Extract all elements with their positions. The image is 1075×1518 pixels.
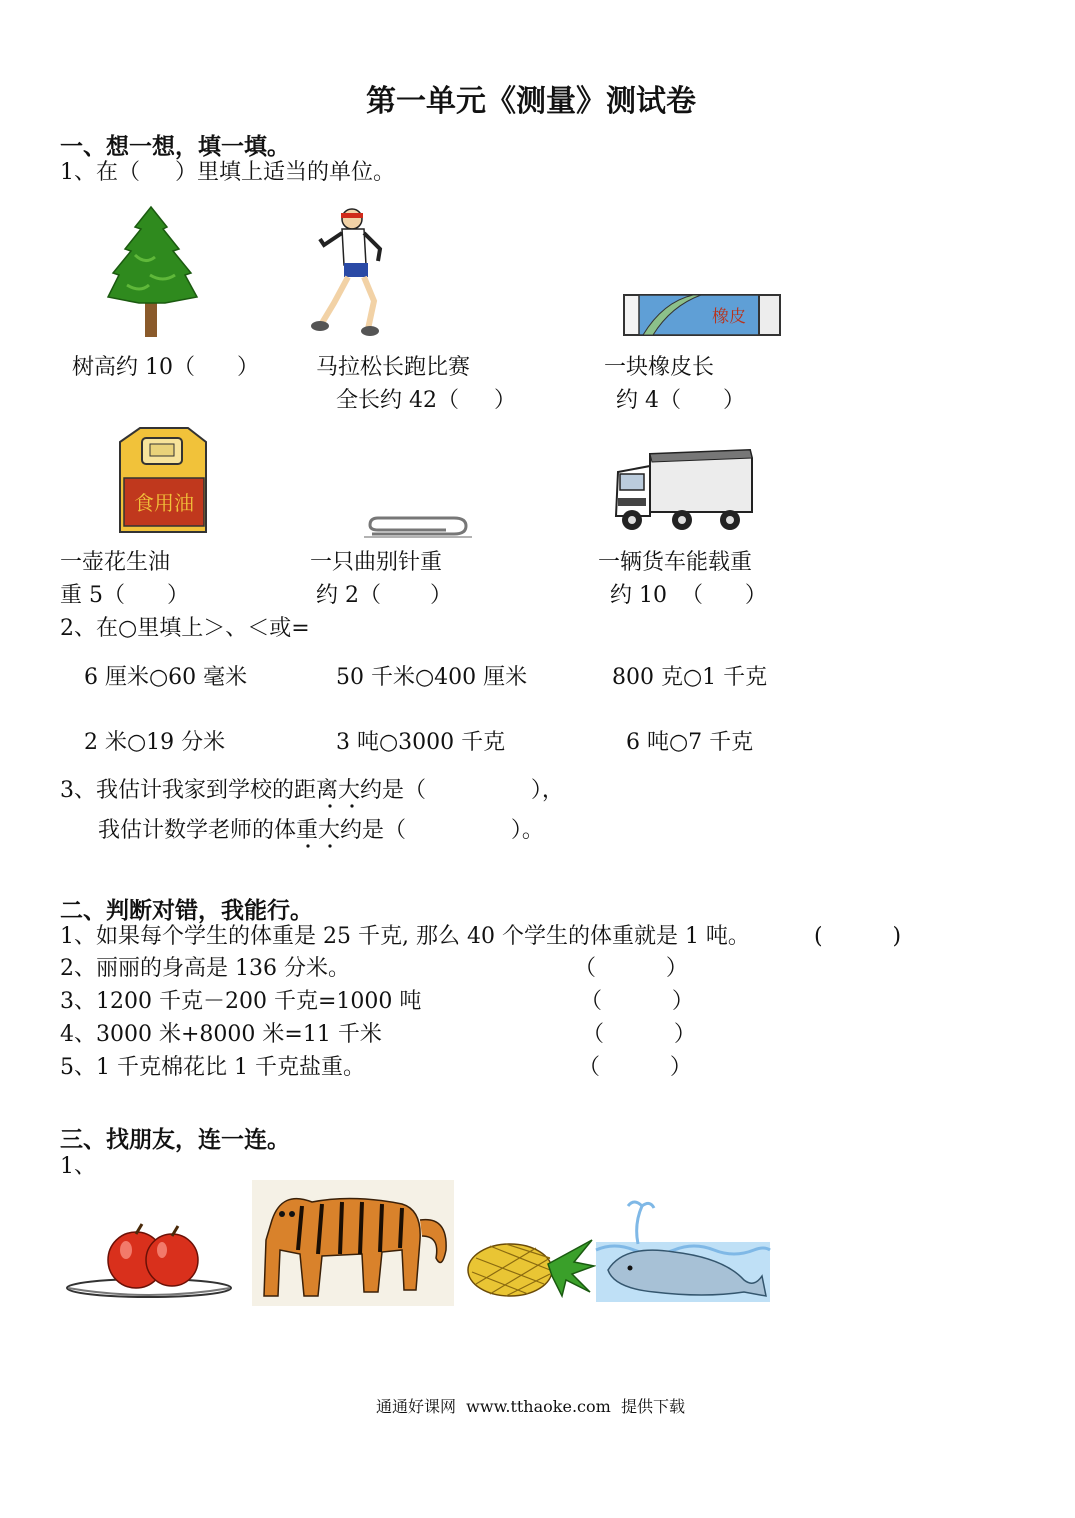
- truck-icon: [614, 448, 756, 534]
- judge-item-4-paren: （ ）: [582, 1022, 696, 1047]
- eraser-icon: [623, 292, 781, 338]
- q1-item-truck-line1: 一辆货车能载重: [598, 550, 753, 575]
- section-1-heading: 一、想一想，填一填。: [60, 133, 290, 160]
- q1-prompt: 1、在（ ）里填上适当的单位。: [60, 160, 395, 185]
- pineapple-icon: [466, 1234, 594, 1298]
- q1-item-tree-line1: 树高约 10（ ）: [72, 355, 259, 380]
- q2-row1-item2: 50 千米○400 厘米: [336, 665, 528, 690]
- q2-row1-item1: 6 厘米○60 毫米: [84, 665, 248, 690]
- judge-item-2-paren: （ ）: [574, 956, 688, 981]
- jug-label: 食用油: [134, 491, 194, 515]
- q1-item-eraser-line2: 约 4（ ）: [616, 388, 745, 413]
- emphasis-dots: [300, 804, 380, 848]
- judge-item-1-paren: ( ): [814, 924, 902, 949]
- q2-prompt: 2、在○里填上＞、＜或=: [60, 616, 310, 641]
- footer: 通通好课网 www.tthaoke.com 提供下载: [376, 1397, 685, 1416]
- q2-row1-item3: 800 克○1 千克: [612, 665, 768, 690]
- judge-item-4: 4、3000 米+8000 米=11 千米: [60, 1022, 382, 1047]
- q1-item-truck-line2: 约 10 （ ）: [610, 583, 767, 608]
- runner-icon: [308, 205, 393, 339]
- oil-jug-icon: [110, 424, 216, 536]
- judge-item-1: 1、如果每个学生的体重是 25 千克, 那么 40 个学生的体重就是 1 吨。: [60, 924, 750, 949]
- q1-item-marathon-line2: 全长约 42（ ）: [336, 388, 516, 413]
- judge-item-2: 2、丽丽的身高是 136 分米。: [60, 956, 350, 981]
- paperclip-icon: [362, 514, 474, 538]
- section-2-heading: 二、判断对错，我能行。: [60, 897, 313, 924]
- q3-line2: 我估计数学老师的体重大约是（ ）。: [98, 818, 544, 843]
- q1-item-oil-line2: 重 5（ ）: [60, 583, 189, 608]
- apples-icon: [64, 1222, 234, 1304]
- q2-row2-item1: 2 米○19 分米: [84, 730, 226, 755]
- tiger-icon: [252, 1180, 454, 1306]
- section-3-heading: 三、找朋友，连一连。: [60, 1126, 290, 1153]
- judge-item-5-paren: （ ）: [578, 1055, 692, 1080]
- q1-item-marathon-line1: 马拉松长跑比赛: [316, 355, 471, 380]
- q1-item-clip-line1: 一只曲别针重: [310, 550, 443, 575]
- q1-item-eraser-line1: 一块橡皮长: [604, 355, 715, 380]
- judge-item-3-paren: （ ）: [580, 989, 694, 1014]
- q2-row2-item2: 3 吨○3000 千克: [336, 730, 506, 755]
- q2-row2-item3: 6 吨○7 千克: [626, 730, 754, 755]
- whale-icon: [594, 1194, 772, 1304]
- q3-line1: 3、我估计我家到学校的距离大约是（ ），: [60, 778, 564, 803]
- judge-item-5: 5、1 千克棉花比 1 千克盐重。: [60, 1055, 365, 1080]
- q1-item-clip-line2: 约 2（ ）: [316, 583, 452, 608]
- tree-icon: [105, 205, 200, 337]
- section-3-q1-label: 1、: [60, 1154, 96, 1179]
- q1-item-oil-line1: 一壶花生油: [60, 550, 171, 575]
- eraser-label: 橡皮: [712, 307, 746, 327]
- page-title: 第一单元《测量》测试卷: [366, 84, 696, 119]
- judge-item-3: 3、1200 千克－200 千克=1000 吨: [60, 989, 422, 1014]
